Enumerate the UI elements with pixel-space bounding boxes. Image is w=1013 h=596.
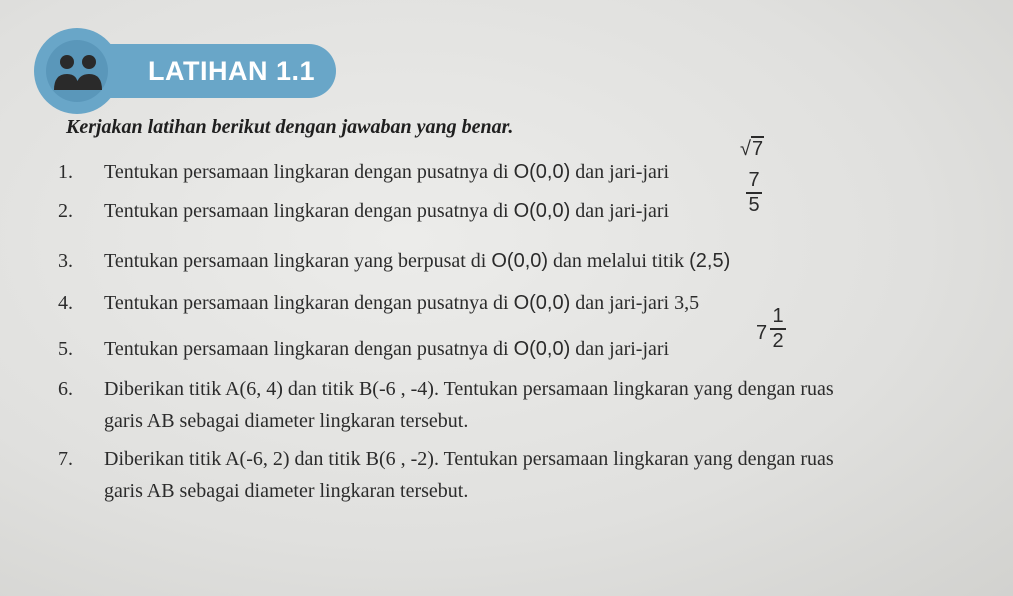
item-rest: dan melalui titik xyxy=(548,250,685,272)
list-item-1 xyxy=(58,161,669,184)
item-number: 1. xyxy=(58,161,73,183)
list-item-6-line2: garis AB sebagai diameter lingkaran tersebut. xyxy=(104,410,469,432)
item-text: Tentukan persamaan lingkaran dengan pusatnya di xyxy=(104,200,509,222)
item-point: O(0,0) xyxy=(491,250,549,272)
item-number: 5. xyxy=(58,338,73,360)
fraction-7-5: 7 5 xyxy=(746,170,762,216)
item-point: O(0,0) xyxy=(513,292,571,314)
item-number: 4. xyxy=(58,292,73,314)
item-rest: dan jari-jari xyxy=(570,338,670,360)
list-item-2 xyxy=(58,200,669,223)
list-item-3 xyxy=(58,250,730,273)
item-point: O(0,0) xyxy=(513,338,571,360)
item-number: 3. xyxy=(58,250,73,272)
item-rest: dan jari-jari 3,5 xyxy=(570,292,700,314)
item-tail: (2,5) xyxy=(689,250,731,272)
page-title: LATIHAN 1.1 xyxy=(148,56,316,86)
sqrt-7: √7 xyxy=(740,138,764,160)
fraction-1-2: 1 2 xyxy=(770,306,786,352)
item-number: 6. xyxy=(58,378,73,400)
people-icon xyxy=(52,52,104,92)
item-line1: Diberikan titik A(-6, 2) dan titik B(6 , -2). Tentukan persamaan lingkaran yang dengan ruas xyxy=(104,448,834,470)
item-rest: dan jari-jari xyxy=(570,161,670,183)
list-item-6 xyxy=(58,378,834,401)
item-line1: Diberikan titik A(6, 4) dan titik B(-6 , -4). Tentukan persamaan lingkaran yang dengan ruas xyxy=(104,378,834,400)
mixed-number-whole: 7 xyxy=(756,322,768,344)
item-number: 7. xyxy=(58,448,73,470)
list-item-7 xyxy=(58,448,834,471)
item-text: Tentukan persamaan lingkaran yang berpusat di xyxy=(104,250,487,272)
item-number: 2. xyxy=(58,200,73,222)
list-item-7-line2: garis AB sebagai diameter lingkaran tersebut. xyxy=(104,480,469,502)
list-item-4 xyxy=(58,292,699,315)
item-text: Tentukan persamaan lingkaran dengan pusatnya di xyxy=(104,161,509,183)
item-rest: dan jari-jari xyxy=(570,200,670,222)
item-text: Tentukan persamaan lingkaran dengan pusatnya di xyxy=(104,338,509,360)
item-point: O(0,0) xyxy=(513,161,571,183)
item-text: Tentukan persamaan lingkaran dengan pusatnya di xyxy=(104,292,509,314)
instruction-text: Kerjakan latihan berikut dengan jawaban yang benar. xyxy=(66,116,514,138)
list-item-5 xyxy=(58,338,669,361)
item-point: O(0,0) xyxy=(513,200,571,222)
